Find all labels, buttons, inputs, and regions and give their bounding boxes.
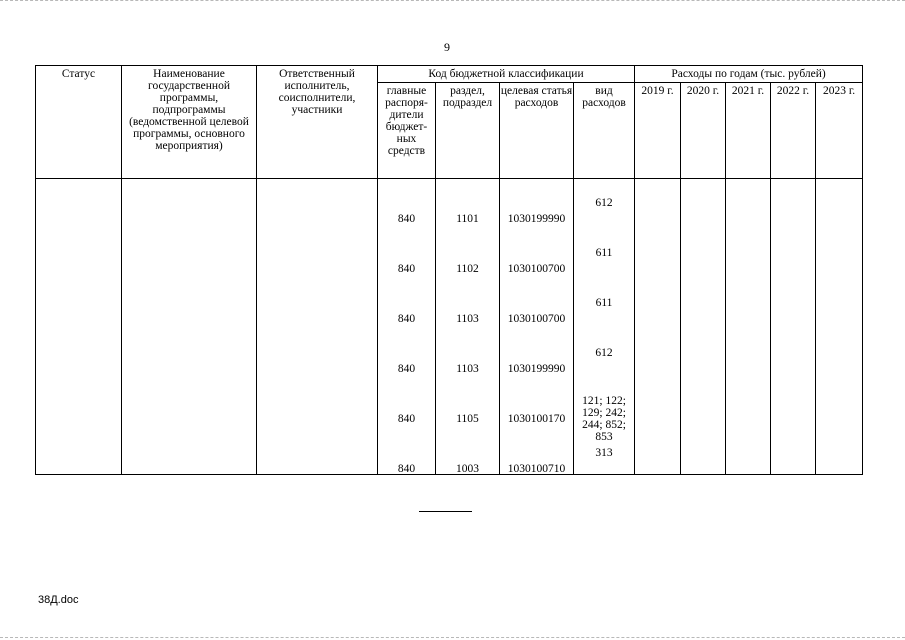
program-name-cell	[122, 179, 257, 475]
target-value: 1030100700	[507, 313, 566, 325]
grbs-value: 840	[397, 363, 416, 375]
scan-edge-bottom	[0, 637, 905, 638]
grbs-column	[378, 179, 436, 475]
header-year-2020: 2020 г.	[681, 83, 726, 179]
target-value: 1030100710	[507, 463, 566, 475]
target-value: 1030100700	[507, 263, 566, 275]
header-year-2022: 2022 г.	[771, 83, 816, 179]
header-target: целевая статья расходов	[500, 83, 574, 179]
section-value: 1102	[456, 263, 479, 275]
section-value: 1105	[456, 413, 479, 425]
grbs-value: 840	[397, 213, 416, 225]
target-value: 1030199990	[507, 363, 566, 375]
section-value: 1003	[456, 463, 479, 475]
target-column	[500, 179, 574, 475]
year-2021-cell	[726, 179, 771, 475]
kind-value: 612	[595, 347, 613, 359]
header-expenses: Расходы по годам (тыс. рублей)	[635, 66, 863, 83]
header-program-name: Наименование государственной программы, подпрограммы (ведомственной целевой программы, основного мероприятия)	[122, 66, 257, 179]
divider-line	[419, 511, 472, 512]
target-value: 1030100170	[507, 413, 566, 425]
year-2023-cell	[816, 179, 863, 475]
executor-cell	[257, 179, 378, 475]
header-status: Статус	[36, 66, 122, 179]
header-executor: Ответственный исполнитель, соисполнители, участники	[257, 66, 378, 179]
grbs-value: 840	[397, 463, 416, 475]
section-value: 1101	[456, 213, 479, 225]
year-2020-cell	[681, 179, 726, 475]
kind-value: 611	[595, 297, 613, 309]
target-value: 1030199990	[507, 213, 566, 225]
kind-value: 121; 122;	[582, 395, 626, 407]
header-year-2023: 2023 г.	[816, 83, 863, 179]
header-year-2019: 2019 г.	[635, 83, 681, 179]
section-value: 1103	[456, 313, 479, 325]
grbs-value: 840	[397, 263, 416, 275]
section-value: 1103	[456, 363, 479, 375]
kind-value: 611	[595, 247, 613, 259]
header-kind: вид расходов	[574, 83, 635, 179]
kind-value: 313	[595, 447, 613, 459]
header-budget-code: Код бюджетной классификации	[378, 66, 635, 83]
header-grbs: главные распоря-дители бюджет-ных средств	[378, 83, 436, 179]
kind-column	[574, 179, 635, 475]
kind-value: 853	[595, 431, 613, 443]
kind-value: 129; 242;	[582, 407, 626, 419]
year-2019-cell	[635, 179, 681, 475]
footer-file-name: 38Д.doc	[38, 594, 79, 606]
status-cell	[36, 179, 122, 475]
budget-table	[35, 65, 863, 475]
page-number: 9	[444, 40, 450, 54]
kind-value: 244; 852;	[582, 419, 626, 431]
header-year-2021: 2021 г.	[726, 83, 771, 179]
scan-edge-top	[0, 0, 905, 1]
section-column	[436, 179, 500, 475]
header-section: раздел, подраздел	[436, 83, 500, 179]
grbs-value: 840	[397, 413, 416, 425]
year-2022-cell	[771, 179, 816, 475]
kind-value: 612	[595, 197, 613, 209]
grbs-value: 840	[397, 313, 416, 325]
